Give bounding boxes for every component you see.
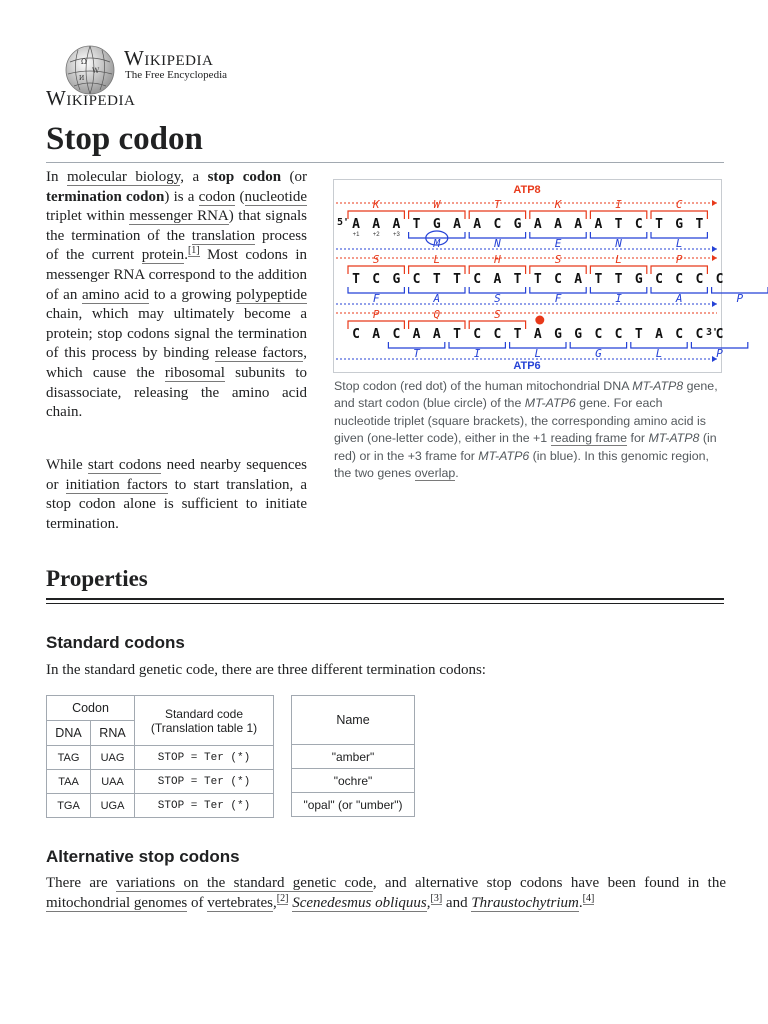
nucleotide: C <box>594 327 603 342</box>
arrow-right-icon <box>712 255 717 261</box>
table-row: TAG UAG STOP = Ter (*) <box>47 746 274 770</box>
amino-acid-label: L <box>433 253 441 266</box>
amino-acid-label: N <box>494 237 501 250</box>
nucleotide: T <box>614 272 623 287</box>
ref-3[interactable]: [3] <box>430 892 443 904</box>
nucleotide: A <box>655 327 663 342</box>
wikipedia-tagline: The Free Encyclopedia <box>125 69 228 81</box>
nucleotide: A <box>473 217 482 232</box>
link-variations[interactable]: variations on the standard genetic code <box>116 875 373 891</box>
nucleotide: T <box>513 327 522 342</box>
title-divider <box>46 162 724 163</box>
figure-caption: Stop codon (red dot) of the human mitochondrial DNA MT-ATP8 gene, and start codon (blue circle) of the MT-ATP6 gene. For each nucleotide triplet (square brackets), the corresponding amino acid is given (one-letter code), either in the +1 reading frame for MT-ATP8 (in red) or in the +3 frame for MT-ATP6 (in blue). In this genomic region, the two genes overlap. <box>334 379 718 481</box>
frame-label: +2 <box>372 232 380 238</box>
amino-acid-label: L <box>615 253 622 266</box>
nucleotide: C <box>675 327 684 342</box>
nucleotide: A <box>533 217 542 232</box>
subheading-alternative-stop-codons: Alternative stop codons <box>46 847 240 866</box>
nucleotide: T <box>412 217 421 232</box>
amino-acid-label: N <box>615 237 622 250</box>
nucleotide: C <box>493 327 502 342</box>
nucleotide: C <box>695 272 704 287</box>
header-standard-code: Standard code (Translation table 1) <box>135 696 274 746</box>
alternative-codons-text: There are variations on the standard genetic code, and alternative stop codons have been found in the mitochondrial genomes of vertebrates,[2] Scenedesmus obliquus,[3] and Thraustochytrium.[4] <box>46 875 726 911</box>
table-row: TGA UGA STOP = Ter (*) <box>47 794 274 818</box>
nucleotide: T <box>695 217 704 232</box>
table-row: "ochre" <box>292 769 415 793</box>
section-divider <box>46 598 724 600</box>
ref-4[interactable]: [4] <box>582 892 595 904</box>
nucleotide: A <box>453 217 461 232</box>
amino-acid-label: L <box>655 347 663 360</box>
page-title: Stop codon <box>46 121 203 157</box>
amino-acid-label: A <box>675 292 683 305</box>
link-scenedesmus[interactable]: Scenedesmus obliquus <box>292 894 427 911</box>
amino-acid-label: L <box>534 347 542 360</box>
ref-2[interactable]: [2] <box>276 892 289 904</box>
nucleotide: A <box>372 217 381 232</box>
termination-codons-table <box>46 695 274 818</box>
nucleotide: G <box>554 327 562 342</box>
amino-acid-label: H <box>494 253 501 266</box>
nucleotide: A <box>412 327 421 342</box>
amino-acid-label: G <box>595 347 602 360</box>
nucleotide: A <box>372 327 381 342</box>
link-thraustochytrium[interactable]: Thraustochytrium <box>471 894 579 911</box>
nucleotide: C <box>715 327 724 342</box>
amino-acid-label: C <box>675 198 683 211</box>
amino-acid-label: F <box>372 292 380 305</box>
amino-acid-label: P <box>736 292 744 305</box>
standard-codons-text: In the standard genetic code, there are three different termination codons: <box>46 662 486 678</box>
nucleotide: T <box>533 272 542 287</box>
nucleotide: T <box>453 327 461 342</box>
nucleotide: C <box>372 272 381 287</box>
nucleotide: T <box>432 272 441 287</box>
amino-acid-label: S <box>494 308 501 321</box>
amino-acid-label: S <box>554 253 562 266</box>
intro-paragraph: In molecular biology, a stop codon (or termination codon) is a codon (nucleotide triplet within messenger RNA) that signals the termination of the translation process of the current protein.[1] Most codons in messenger RNA correspond to the addition of an amino acid to a growing polypeptide chain, which may ultimately become a protein; stop codons signal the termination of this process by binding release factors, which cause the ribosomal subunits to disassociate, releasing the amino acid chain. <box>46 169 307 421</box>
nucleotide: A <box>493 272 502 287</box>
arrow-right-icon <box>712 200 717 206</box>
arrow-right-icon <box>712 301 717 307</box>
amino-acid-label: W <box>433 198 441 211</box>
table-row: "opal" (or "umber") <box>292 793 415 817</box>
nucleotide: A <box>533 327 542 342</box>
table-row: TAA UAA STOP = Ter (*) <box>47 770 274 794</box>
nucleotide: G <box>574 327 583 342</box>
svg-text:W: W <box>92 67 100 75</box>
amino-acid-label: E <box>554 237 562 250</box>
nucleotide: A <box>594 217 603 232</box>
link-molecular-biology[interactable]: molecular biology <box>66 169 181 185</box>
link-mitochondrial-genomes[interactable]: mitochondrial genomes <box>46 894 188 911</box>
table-row: "amber" <box>292 745 415 769</box>
link-amino-acid[interactable]: amino acid <box>82 286 150 303</box>
nucleotide: C <box>614 327 623 342</box>
nucleotide: C <box>695 327 704 342</box>
nucleotide: C <box>412 272 421 287</box>
link-release-factors[interactable]: release factors <box>215 345 304 362</box>
nucleotide: G <box>432 217 441 232</box>
amino-acid-label: P <box>716 347 723 360</box>
header-name: Name <box>292 696 415 745</box>
amino-acid-label: K <box>554 198 562 211</box>
ref-1[interactable]: [1] <box>187 245 200 257</box>
header-codon: Codon <box>47 696 135 721</box>
atp6-label: ATP6 <box>513 360 541 372</box>
section-divider <box>46 603 724 604</box>
nucleotide: A <box>574 272 583 287</box>
link-reading-frame[interactable]: reading frame <box>550 431 628 446</box>
wikipedia-wordmark[interactable]: Wikipedia <box>124 46 214 70</box>
nucleotide: A <box>352 217 360 232</box>
amino-acid-label: T <box>413 347 420 360</box>
link-nucleotide[interactable]: nucleotide <box>244 188 307 205</box>
amino-acid-label: S <box>494 292 501 305</box>
nucleotide: T <box>352 272 360 287</box>
nucleotide: G <box>513 217 522 232</box>
link-overlap[interactable]: overlap <box>414 466 456 481</box>
header-rna: RNA <box>91 721 135 746</box>
amino-acid-label: P <box>372 308 380 321</box>
amino-acid-label: L <box>675 237 683 250</box>
codon-figure[interactable] <box>333 179 744 373</box>
nucleotide: T <box>614 217 623 232</box>
nucleotide: C <box>392 327 401 342</box>
nucleotide: A <box>574 217 583 232</box>
link-protein[interactable]: protein <box>141 247 185 264</box>
amino-acid-label: K <box>372 198 380 211</box>
svg-text:Ω: Ω <box>81 58 87 66</box>
header-dna: DNA <box>47 721 91 746</box>
nucleotide: G <box>675 217 684 232</box>
five-prime-label: 5' <box>337 217 350 228</box>
nucleotide: C <box>634 217 643 232</box>
amino-acid-label: I <box>615 198 622 211</box>
link-messenger-rna[interactable]: messenger RNA <box>129 208 229 225</box>
nucleotide: T <box>453 272 461 287</box>
wikipedia-wordmark-secondary[interactable]: Wikipedia <box>46 86 136 110</box>
stop-codon-dot-icon <box>535 316 544 325</box>
nucleotide: T <box>655 217 663 232</box>
amino-acid-label: F <box>554 292 562 305</box>
svg-text:И: И <box>79 75 85 82</box>
nucleotide: C <box>473 327 482 342</box>
frame-label: +3 <box>392 232 400 238</box>
link-start-codons[interactable]: start codons <box>87 457 162 473</box>
arrow-right-icon <box>712 246 717 252</box>
nucleotide: A <box>392 217 401 232</box>
section-heading-properties: Properties <box>46 566 148 591</box>
nucleotide: C <box>675 272 684 287</box>
amino-acid-label: S <box>372 253 380 266</box>
amino-acid-label: I <box>615 292 622 305</box>
link-codon[interactable]: codon <box>198 188 236 205</box>
amino-acid-label: M <box>433 237 441 250</box>
second-paragraph: While start codons need nearby sequences or initiation factors to start translation, a stop codon alone is sufficient to initiate termination. <box>46 457 308 532</box>
amino-acid-label: Q <box>433 308 441 321</box>
three-prime-label: 3' <box>706 327 719 338</box>
link-ribosomal[interactable]: ribosomal <box>164 364 225 381</box>
link-initiation-factors[interactable]: initiation factors <box>65 476 168 493</box>
nucleotide: C <box>473 272 482 287</box>
nucleotide: G <box>392 272 401 287</box>
nucleotide: C <box>554 272 562 287</box>
nucleotide: A <box>554 217 562 232</box>
nucleotide: A <box>432 327 441 342</box>
codon-names-table <box>291 695 415 817</box>
link-translation[interactable]: translation <box>191 227 256 244</box>
codon-diagram <box>334 180 744 372</box>
link-vertebrates[interactable]: vertebrates <box>207 894 274 911</box>
nucleotide: T <box>513 272 522 287</box>
frame-label: +1 <box>352 232 360 238</box>
nucleotide: T <box>634 327 643 342</box>
amino-acid-label: I <box>473 347 481 360</box>
nucleotide: T <box>594 272 603 287</box>
atp8-label: ATP8 <box>513 184 541 196</box>
nucleotide: C <box>493 217 502 232</box>
nucleotide: C <box>352 327 360 342</box>
nucleotide: C <box>715 272 724 287</box>
amino-acid-label: T <box>494 198 501 211</box>
nucleotide: C <box>655 272 663 287</box>
amino-acid-label: A <box>433 292 441 305</box>
subheading-standard-codons: Standard codons <box>46 633 185 652</box>
link-polypeptide[interactable]: polypeptide <box>236 286 307 303</box>
amino-acid-label: P <box>675 253 683 266</box>
nucleotide: G <box>634 272 643 287</box>
